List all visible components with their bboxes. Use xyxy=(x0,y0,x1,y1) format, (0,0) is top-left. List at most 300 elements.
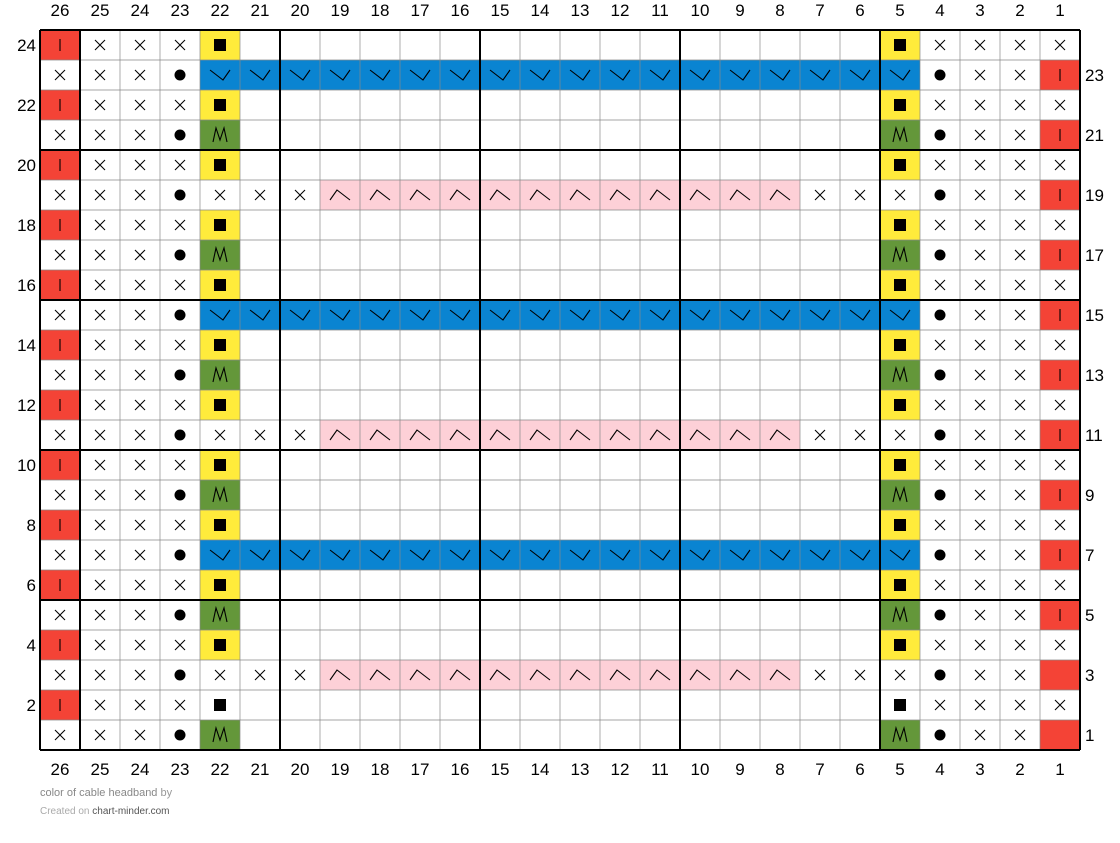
chart-cell xyxy=(1000,570,1040,600)
row-label-left: 2 xyxy=(26,696,36,715)
chart-cell xyxy=(280,180,320,210)
chart-cell xyxy=(960,60,1000,90)
bobble-dot-icon xyxy=(935,190,946,201)
chart-cell xyxy=(560,600,600,630)
chart-cell xyxy=(160,30,200,60)
chart-cell xyxy=(960,150,1000,180)
column-label-bottom: 13 xyxy=(570,760,590,779)
chart-cell xyxy=(80,660,120,690)
filled-square-icon xyxy=(214,519,226,531)
chart-cell xyxy=(160,210,200,240)
chart-cell xyxy=(160,180,200,210)
chart-cell xyxy=(1000,480,1040,510)
filled-square-icon xyxy=(894,699,906,711)
chart-cell xyxy=(360,210,400,240)
chart-cell xyxy=(800,30,840,60)
chart-cell xyxy=(80,120,120,150)
chart-cell xyxy=(680,120,720,150)
chart-cell xyxy=(280,390,320,420)
chart-cell xyxy=(680,210,720,240)
chart-cell xyxy=(360,720,400,750)
chart-cell xyxy=(640,540,680,570)
column-label-bottom: 2 xyxy=(1015,760,1025,779)
chart-cell xyxy=(640,720,680,750)
chart-cell xyxy=(40,510,80,540)
bobble-dot-icon xyxy=(175,250,186,261)
chart-cell xyxy=(480,90,520,120)
chart-cell xyxy=(600,720,640,750)
chart-cell xyxy=(560,30,600,60)
chart-cell xyxy=(120,240,160,270)
chart-cell xyxy=(680,270,720,300)
chart-cell xyxy=(40,90,80,120)
filled-square-icon xyxy=(214,39,226,51)
chart-cell xyxy=(40,30,80,60)
chart-cell xyxy=(480,330,520,360)
chart-cell xyxy=(520,150,560,180)
column-label-bottom: 20 xyxy=(290,760,310,779)
chart-cell xyxy=(40,690,80,720)
chart-cell xyxy=(640,390,680,420)
chart-cell xyxy=(760,60,800,90)
chart-cell xyxy=(520,450,560,480)
chart-cell xyxy=(160,630,200,660)
chart-cell xyxy=(240,60,280,90)
chart-cell xyxy=(800,540,840,570)
chart-cell xyxy=(760,360,800,390)
chart-cell xyxy=(680,450,720,480)
chart-cell xyxy=(320,300,360,330)
chart-cell xyxy=(400,510,440,540)
chart-cell xyxy=(240,270,280,300)
chart-cell xyxy=(800,510,840,540)
chart-cell xyxy=(640,300,680,330)
chart-cell xyxy=(1040,540,1080,570)
chart-cell xyxy=(520,480,560,510)
chart-cell xyxy=(680,360,720,390)
chart-cell xyxy=(720,600,760,630)
chart-cell xyxy=(160,570,200,600)
chart-cell xyxy=(360,660,400,690)
chart-cell xyxy=(680,660,720,690)
row-label-right: 1 xyxy=(1085,726,1095,745)
chart-cell xyxy=(320,120,360,150)
column-label-top: 22 xyxy=(210,1,230,20)
chart-cell xyxy=(1000,630,1040,660)
chart-cell xyxy=(400,360,440,390)
chart-cell xyxy=(800,720,840,750)
chart-cell xyxy=(800,330,840,360)
chart-cell xyxy=(880,90,920,120)
chart-cell xyxy=(960,390,1000,420)
chart-cell xyxy=(480,630,520,660)
chart-cell xyxy=(200,570,240,600)
chart-cell xyxy=(320,330,360,360)
chart-cell xyxy=(760,660,800,690)
chart-cell xyxy=(40,330,80,360)
chart-cell xyxy=(680,150,720,180)
bobble-dot-icon xyxy=(935,430,946,441)
column-label-top: 16 xyxy=(450,1,470,20)
chart-cell xyxy=(1000,210,1040,240)
row-label-left: 8 xyxy=(26,516,36,535)
column-label-bottom: 5 xyxy=(895,760,905,779)
chart-cell xyxy=(40,270,80,300)
chart-cell xyxy=(440,660,480,690)
row-label-right: 15 xyxy=(1085,306,1104,325)
chart-cell xyxy=(1040,330,1080,360)
chart-cell xyxy=(400,210,440,240)
chart-cell xyxy=(920,690,960,720)
chart-cell xyxy=(920,120,960,150)
chart-cell xyxy=(680,600,720,630)
chart-cell xyxy=(840,150,880,180)
chart-cell xyxy=(80,90,120,120)
chart-cell xyxy=(520,720,560,750)
chart-cell xyxy=(680,690,720,720)
chart-cell xyxy=(760,600,800,630)
chart-cell xyxy=(800,480,840,510)
chart-cell xyxy=(520,360,560,390)
chart-cell xyxy=(920,180,960,210)
column-label-bottom: 22 xyxy=(210,760,230,779)
chart-cell xyxy=(480,570,520,600)
chart-cell xyxy=(400,720,440,750)
chart-cell xyxy=(920,660,960,690)
chart-cell xyxy=(800,210,840,240)
chart-cell xyxy=(320,180,360,210)
chart-cell xyxy=(600,660,640,690)
chart-cell xyxy=(960,690,1000,720)
chart-cell xyxy=(240,120,280,150)
chart-cell xyxy=(1000,600,1040,630)
chart-cell xyxy=(560,510,600,540)
column-label-top: 10 xyxy=(690,1,710,20)
chart-cell xyxy=(720,450,760,480)
chart-cell xyxy=(240,180,280,210)
column-label-bottom: 18 xyxy=(370,760,390,779)
column-label-top: 11 xyxy=(651,1,669,20)
chart-cell xyxy=(400,90,440,120)
chart-cell xyxy=(320,30,360,60)
chart-cell xyxy=(40,720,80,750)
chart-cell xyxy=(1000,690,1040,720)
chart-cell xyxy=(200,510,240,540)
chart-cell xyxy=(360,150,400,180)
chart-cell xyxy=(680,510,720,540)
chart-cell xyxy=(520,600,560,630)
chart-cell xyxy=(280,720,320,750)
chart-cell xyxy=(960,30,1000,60)
row-label-right: 23 xyxy=(1085,66,1104,85)
chart-cell xyxy=(520,690,560,720)
chart-cell xyxy=(1040,30,1080,60)
chart-cell xyxy=(840,360,880,390)
chart-cell xyxy=(160,300,200,330)
chart-cell xyxy=(640,330,680,360)
chart-cell xyxy=(240,480,280,510)
chart-cell xyxy=(40,210,80,240)
chart-cell xyxy=(840,540,880,570)
chart-cell xyxy=(800,180,840,210)
filled-square-icon xyxy=(214,159,226,171)
chart-cell xyxy=(40,660,80,690)
chart-cell xyxy=(80,630,120,660)
filled-square-icon xyxy=(894,279,906,291)
chart-cell xyxy=(600,390,640,420)
bobble-dot-icon xyxy=(935,550,946,561)
bobble-dot-icon xyxy=(175,610,186,621)
chart-cell xyxy=(680,300,720,330)
chart-cell xyxy=(360,420,400,450)
filled-square-icon xyxy=(894,39,906,51)
filled-square-icon xyxy=(214,339,226,351)
chart-cell xyxy=(960,210,1000,240)
chart-cell xyxy=(320,540,360,570)
chart-cell xyxy=(520,60,560,90)
chart-cell xyxy=(520,240,560,270)
chart-cell xyxy=(680,720,720,750)
chart-cell xyxy=(720,540,760,570)
chart-cell xyxy=(720,420,760,450)
chart-cell xyxy=(720,210,760,240)
chart-cell xyxy=(720,300,760,330)
site-link[interactable]: chart-minder.com xyxy=(92,806,170,817)
chart-cell xyxy=(480,120,520,150)
chart-cell xyxy=(880,240,920,270)
chart-cell xyxy=(600,240,640,270)
chart-cell xyxy=(120,510,160,540)
chart-cell xyxy=(1040,480,1080,510)
filled-square-icon xyxy=(894,99,906,111)
chart-cell xyxy=(480,540,520,570)
chart-cell xyxy=(80,540,120,570)
chart-cell xyxy=(880,420,920,450)
column-label-top: 14 xyxy=(530,1,550,20)
chart-cell xyxy=(440,180,480,210)
chart-cell xyxy=(840,480,880,510)
chart-cell xyxy=(240,660,280,690)
chart-cell xyxy=(520,570,560,600)
chart-cell xyxy=(560,180,600,210)
chart-cell xyxy=(920,450,960,480)
chart-cell xyxy=(680,420,720,450)
chart-cell xyxy=(480,180,520,210)
chart-cell xyxy=(200,120,240,150)
chart-cell xyxy=(960,420,1000,450)
chart-cell xyxy=(640,570,680,600)
chart-cell xyxy=(640,450,680,480)
chart-cell xyxy=(360,330,400,360)
chart-cell xyxy=(360,120,400,150)
chart-cell xyxy=(760,540,800,570)
chart-cell xyxy=(360,240,400,270)
chart-cell xyxy=(400,150,440,180)
chart-cell xyxy=(720,690,760,720)
chart-cell xyxy=(400,390,440,420)
chart-cell xyxy=(560,420,600,450)
chart-cell xyxy=(920,630,960,660)
chart-cell xyxy=(80,450,120,480)
chart-cell xyxy=(80,600,120,630)
chart-cell xyxy=(920,570,960,600)
chart-cell xyxy=(600,450,640,480)
chart-cell xyxy=(760,210,800,240)
column-label-bottom: 12 xyxy=(610,760,630,779)
chart-cell xyxy=(840,510,880,540)
chart-cell xyxy=(360,690,400,720)
chart-cell xyxy=(800,150,840,180)
chart-cell xyxy=(200,450,240,480)
row-label-left: 24 xyxy=(17,36,36,55)
chart-cell xyxy=(520,210,560,240)
chart-cell xyxy=(720,60,760,90)
chart-cell xyxy=(960,120,1000,150)
chart-cell xyxy=(440,420,480,450)
chart-cell xyxy=(200,240,240,270)
chart-cell xyxy=(320,390,360,420)
chart-cell xyxy=(40,60,80,90)
chart-cell xyxy=(880,690,920,720)
column-label-top: 5 xyxy=(895,1,905,20)
column-label-bottom: 17 xyxy=(410,760,430,779)
chart-cell xyxy=(560,390,600,420)
chart-cell xyxy=(520,660,560,690)
chart-cell xyxy=(880,210,920,240)
chart-cell xyxy=(240,90,280,120)
chart-cell xyxy=(1040,600,1080,630)
chart-cell xyxy=(720,510,760,540)
chart-cell xyxy=(640,630,680,660)
chart-cell xyxy=(840,300,880,330)
chart-cell xyxy=(400,30,440,60)
chart-cell xyxy=(1000,120,1040,150)
chart-cell xyxy=(680,30,720,60)
chart-cell xyxy=(40,420,80,450)
chart-cell xyxy=(840,270,880,300)
chart-cell xyxy=(520,120,560,150)
chart-cell xyxy=(360,60,400,90)
chart-cell xyxy=(400,480,440,510)
chart-cell xyxy=(240,240,280,270)
chart-cell xyxy=(320,270,360,300)
chart-cell xyxy=(400,270,440,300)
chart-cell xyxy=(480,300,520,330)
chart-cell xyxy=(560,660,600,690)
filled-square-icon xyxy=(894,219,906,231)
bobble-dot-icon xyxy=(175,490,186,501)
chart-cell xyxy=(1040,570,1080,600)
filled-square-icon xyxy=(894,639,906,651)
chart-cell xyxy=(520,330,560,360)
chart-cell xyxy=(120,360,160,390)
chart-cell xyxy=(160,390,200,420)
chart-cell xyxy=(440,600,480,630)
column-label-bottom: 15 xyxy=(490,760,510,779)
row-label-right: 3 xyxy=(1085,666,1095,685)
chart-cell xyxy=(600,360,640,390)
chart-cell xyxy=(720,390,760,420)
chart-cell xyxy=(320,210,360,240)
chart-cell xyxy=(160,330,200,360)
chart-cell xyxy=(40,570,80,600)
chart-cell xyxy=(1000,540,1040,570)
bobble-dot-icon xyxy=(175,370,186,381)
chart-cell xyxy=(760,390,800,420)
chart-cell xyxy=(1040,300,1080,330)
chart-cell xyxy=(200,660,240,690)
bobble-dot-icon xyxy=(175,310,186,321)
chart-cell xyxy=(760,330,800,360)
chart-cell xyxy=(920,150,960,180)
chart-cell xyxy=(400,450,440,480)
chart-cell xyxy=(560,90,600,120)
chart-cell xyxy=(560,150,600,180)
column-label-top: 6 xyxy=(855,1,865,20)
chart-cell xyxy=(640,690,680,720)
bobble-dot-icon xyxy=(175,430,186,441)
chart-cell xyxy=(80,720,120,750)
chart-cell xyxy=(640,270,680,300)
column-label-top: 12 xyxy=(610,1,630,20)
chart-cell xyxy=(1000,510,1040,540)
chart-cell xyxy=(280,480,320,510)
row-label-left: 6 xyxy=(26,576,36,595)
chart-cell xyxy=(160,450,200,480)
chart-cell xyxy=(360,540,400,570)
chart-cell xyxy=(120,720,160,750)
chart-cell xyxy=(280,270,320,300)
column-label-top: 9 xyxy=(735,1,745,20)
column-label-bottom: 24 xyxy=(130,760,150,779)
chart-cell xyxy=(800,270,840,300)
row-label-right: 11 xyxy=(1085,426,1103,445)
chart-cell xyxy=(440,690,480,720)
chart-cell xyxy=(520,540,560,570)
chart-cell xyxy=(840,690,880,720)
chart-cell xyxy=(560,540,600,570)
row-label-right: 21 xyxy=(1085,126,1104,145)
chart-cell xyxy=(400,180,440,210)
chart-cell xyxy=(1000,240,1040,270)
chart-cell xyxy=(40,180,80,210)
chart-cell xyxy=(600,330,640,360)
chart-cell xyxy=(440,450,480,480)
chart-cell xyxy=(920,510,960,540)
chart-cell xyxy=(720,240,760,270)
chart-cell xyxy=(80,570,120,600)
chart-cell xyxy=(1000,180,1040,210)
chart-cell xyxy=(960,480,1000,510)
column-label-bottom: 26 xyxy=(50,760,70,779)
chart-cell xyxy=(640,120,680,150)
chart-cell xyxy=(960,270,1000,300)
column-label-top: 3 xyxy=(975,1,985,20)
chart-cell xyxy=(200,540,240,570)
row-label-right: 13 xyxy=(1085,366,1104,385)
chart-cell xyxy=(240,300,280,330)
chart-cell xyxy=(920,390,960,420)
chart-cell xyxy=(240,420,280,450)
chart-cell xyxy=(160,240,200,270)
chart-cell xyxy=(720,630,760,660)
chart-cell xyxy=(280,630,320,660)
chart-cell xyxy=(40,480,80,510)
chart-cell xyxy=(120,270,160,300)
column-label-top: 15 xyxy=(490,1,510,20)
chart-cell xyxy=(760,300,800,330)
chart-cell xyxy=(40,150,80,180)
